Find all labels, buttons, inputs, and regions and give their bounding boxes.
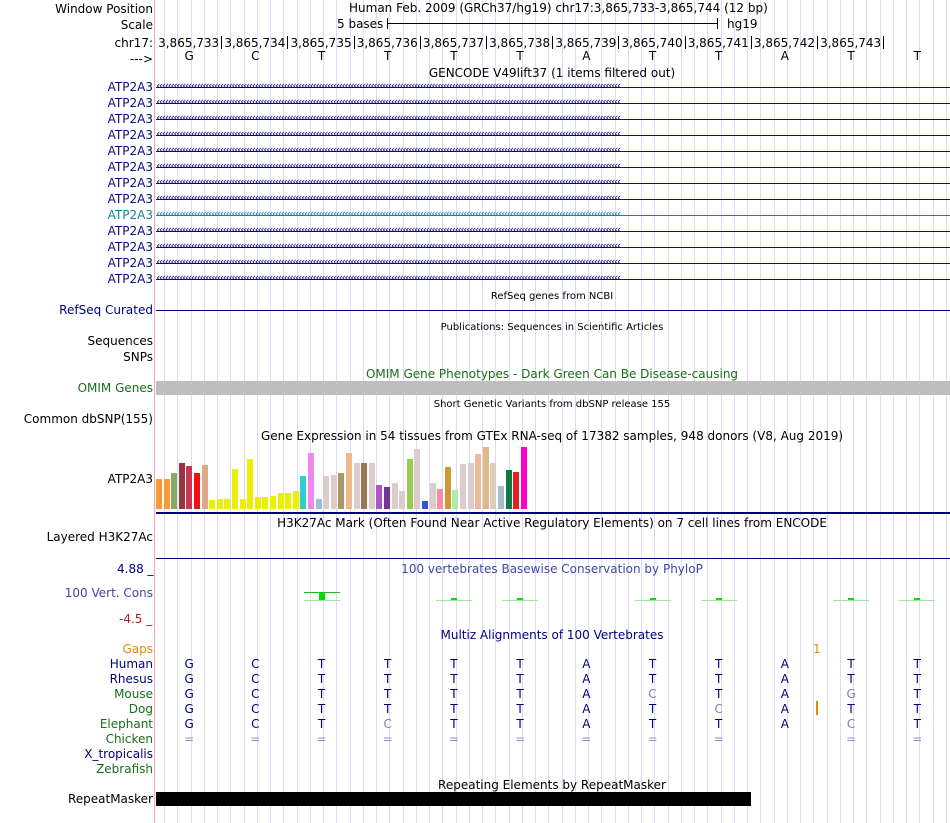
- chrom-label: chr17:: [114, 36, 153, 50]
- gtex-tissue-bar[interactable]: [498, 486, 504, 509]
- repeatmasker-feature[interactable]: [156, 792, 751, 806]
- gencode-transcript-label[interactable]: ATP2A3: [107, 224, 153, 238]
- gencode-transcript-label[interactable]: ATP2A3: [107, 192, 153, 206]
- phylop-baseline: [502, 600, 538, 601]
- alignment-base: T: [715, 672, 723, 686]
- alignment-base: =: [316, 732, 327, 746]
- alignment-base: T: [847, 672, 855, 686]
- alignment-base: T: [648, 702, 657, 716]
- gtex-tissue-bar[interactable]: [376, 485, 382, 509]
- ruler-position-label: 3,865,743: [820, 36, 882, 50]
- phylop-baseline: [635, 600, 671, 601]
- refseq-track-title: RefSeq genes from NCBI: [490, 291, 614, 302]
- alignment-base: C: [714, 702, 723, 716]
- gtex-tissue-bar[interactable]: [521, 447, 527, 509]
- gencode-strand-arrows: ‹‹‹‹‹‹‹‹‹‹‹‹‹‹‹‹‹‹‹‹‹‹‹‹‹‹‹‹‹‹‹‹‹‹‹‹‹‹‹‹‹‹‹‹‹‹‹‹‹‹‹‹‹‹‹‹‹‹‹‹‹‹‹‹‹‹‹‹‹‹‹‹‹‹‹‹‹‹‹‹‹‹‹‹‹‹‹‹‹‹‹‹‹‹‹‹‹‹‹‹‹‹‹‹‹‹‹‹‹‹‹‹‹‹‹‹‹‹‹‹‹‹‹‹‹‹‹‹‹‹‹‹‹‹‹‹‹‹‹‹‹‹‹‹‹‹‹‹‹‹‹‹‹‹‹‹‹‹‹‹: [156, 239, 620, 252]
- species-label-human: Human: [109, 657, 153, 671]
- alignment-base: C: [648, 687, 657, 701]
- alignment-base: T: [516, 702, 524, 716]
- gtex-tissue-bar[interactable]: [407, 459, 413, 509]
- gtex-tissue-bar[interactable]: [164, 479, 170, 509]
- gtex-tissue-bar[interactable]: [323, 476, 329, 509]
- alignment-base: C: [846, 717, 856, 731]
- phylop-baseline: [436, 600, 472, 601]
- gtex-tissue-bar[interactable]: [156, 479, 162, 509]
- alignment-base: T: [913, 657, 921, 671]
- gtex-track-divider: [156, 512, 950, 514]
- gtex-tissue-bar[interactable]: [179, 463, 185, 509]
- reference-base: G: [184, 49, 194, 63]
- gtex-tissue-bar[interactable]: [490, 463, 496, 509]
- multiz-track-title: Multiz Alignments of 100 Vertebrates: [440, 628, 664, 642]
- gtex-tissue-bar[interactable]: [194, 473, 200, 509]
- gtex-tissue-bar[interactable]: [445, 467, 451, 509]
- alignment-base: T: [516, 657, 524, 671]
- gencode-transcript-label[interactable]: ATP2A3: [107, 144, 153, 158]
- gtex-tissue-bar[interactable]: [437, 489, 443, 509]
- alignment-base: T: [847, 657, 855, 671]
- strand-label: --->: [129, 52, 153, 66]
- alignment-base: A: [582, 657, 591, 671]
- phylop-score-bar[interactable]: [650, 598, 656, 600]
- gtex-tissue-bar[interactable]: [460, 464, 466, 509]
- alignment-base: T: [450, 657, 458, 671]
- gtex-tissue-bar[interactable]: [262, 497, 268, 509]
- reference-base: C: [251, 49, 260, 63]
- ruler-position-label: 3,865,740: [621, 36, 683, 50]
- ruler-tick: [883, 36, 884, 49]
- refseq-label[interactable]: RefSeq Curated: [59, 303, 153, 317]
- gtex-tissue-bar[interactable]: [202, 465, 208, 509]
- alignment-base: G: [184, 702, 194, 716]
- gtex-tissue-bar[interactable]: [506, 470, 512, 509]
- alignment-base: A: [780, 717, 789, 731]
- gencode-strand-arrows: ‹‹‹‹‹‹‹‹‹‹‹‹‹‹‹‹‹‹‹‹‹‹‹‹‹‹‹‹‹‹‹‹‹‹‹‹‹‹‹‹‹‹‹‹‹‹‹‹‹‹‹‹‹‹‹‹‹‹‹‹‹‹‹‹‹‹‹‹‹‹‹‹‹‹‹‹‹‹‹‹‹‹‹‹‹‹‹‹‹‹‹‹‹‹‹‹‹‹‹‹‹‹‹‹‹‹‹‹‹‹‹‹‹‹‹‹‹‹‹‹‹‹‹‹‹‹‹‹‹‹‹‹‹‹‹‹‹‹‹‹‹‹‹‹‹‹‹‹‹‹‹‹‹‹‹‹‹‹‹‹: [156, 255, 620, 268]
- alignment-base: T: [648, 657, 657, 671]
- gtex-tissue-bar[interactable]: [224, 499, 230, 509]
- alignment-base: T: [648, 672, 657, 686]
- alignment-base: T: [317, 687, 326, 701]
- alignment-base: T: [516, 717, 524, 731]
- gtex-tissue-bar[interactable]: [285, 493, 291, 509]
- ruler-position-label: 3,865,736: [356, 36, 418, 50]
- gencode-strand-arrows: ‹‹‹‹‹‹‹‹‹‹‹‹‹‹‹‹‹‹‹‹‹‹‹‹‹‹‹‹‹‹‹‹‹‹‹‹‹‹‹‹‹‹‹‹‹‹‹‹‹‹‹‹‹‹‹‹‹‹‹‹‹‹‹‹‹‹‹‹‹‹‹‹‹‹‹‹‹‹‹‹‹‹‹‹‹‹‹‹‹‹‹‹‹‹‹‹‹‹‹‹‹‹‹‹‹‹‹‹‹‹‹‹‹‹‹‹‹‹‹‹‹‹‹‹‹‹‹‹‹‹‹‹‹‹‹‹‹‹‹‹‹‹‹‹‹‹‹‹‹‹‹‹‹‹‹‹‹‹‹‹: [156, 223, 620, 236]
- gtex-tissue-bar[interactable]: [331, 475, 337, 509]
- alignment-base: T: [450, 717, 458, 731]
- species-label-elephant: Elephant: [99, 717, 153, 731]
- alignment-base: A: [780, 657, 789, 671]
- alignment-base: A: [582, 702, 591, 716]
- gtex-tissue-bar[interactable]: [346, 453, 352, 509]
- alignment-base: C: [251, 687, 260, 701]
- gencode-strand-arrows: ‹‹‹‹‹‹‹‹‹‹‹‹‹‹‹‹‹‹‹‹‹‹‹‹‹‹‹‹‹‹‹‹‹‹‹‹‹‹‹‹‹‹‹‹‹‹‹‹‹‹‹‹‹‹‹‹‹‹‹‹‹‹‹‹‹‹‹‹‹‹‹‹‹‹‹‹‹‹‹‹‹‹‹‹‹‹‹‹‹‹‹‹‹‹‹‹‹‹‹‹‹‹‹‹‹‹‹‹‹‹‹‹‹‹‹‹‹‹‹‹‹‹‹‹‹‹‹‹‹‹‹‹‹‹‹‹‹‹‹‹‹‹‹‹‹‹‹‹‹‹‹‹‹‹‹‹‹‹‹‹: [156, 207, 620, 220]
- species-label-rhesus: Rhesus: [109, 672, 153, 686]
- reference-base: T: [648, 49, 657, 63]
- omim-label[interactable]: OMIM Genes: [77, 381, 153, 395]
- alignment-base: =: [515, 732, 526, 746]
- reference-sequence: [0, 49, 950, 63]
- alignment-base: T: [450, 702, 458, 716]
- sequences-label[interactable]: Sequences: [87, 334, 153, 348]
- phylop-label[interactable]: 100 Vert. Cons: [64, 586, 153, 600]
- gtex-tissue-bar[interactable]: [361, 463, 367, 509]
- alignment-base: G: [184, 717, 194, 731]
- gtex-tissue-bar[interactable]: [468, 463, 474, 509]
- alignment-base: G: [184, 672, 194, 686]
- gencode-strand-arrows: ‹‹‹‹‹‹‹‹‹‹‹‹‹‹‹‹‹‹‹‹‹‹‹‹‹‹‹‹‹‹‹‹‹‹‹‹‹‹‹‹‹‹‹‹‹‹‹‹‹‹‹‹‹‹‹‹‹‹‹‹‹‹‹‹‹‹‹‹‹‹‹‹‹‹‹‹‹‹‹‹‹‹‹‹‹‹‹‹‹‹‹‹‹‹‹‹‹‹‹‹‹‹‹‹‹‹‹‹‹‹‹‹‹‹‹‹‹‹‹‹‹‹‹‹‹‹‹‹‹‹‹‹‹‹‹‹‹‹‹‹‹‹‹‹‹‹‹‹‹‹‹‹‹‹‹‹‹‹‹‹: [156, 95, 620, 108]
- alignment-base: G: [184, 687, 194, 701]
- gencode-strand-arrows: ‹‹‹‹‹‹‹‹‹‹‹‹‹‹‹‹‹‹‹‹‹‹‹‹‹‹‹‹‹‹‹‹‹‹‹‹‹‹‹‹‹‹‹‹‹‹‹‹‹‹‹‹‹‹‹‹‹‹‹‹‹‹‹‹‹‹‹‹‹‹‹‹‹‹‹‹‹‹‹‹‹‹‹‹‹‹‹‹‹‹‹‹‹‹‹‹‹‹‹‹‹‹‹‹‹‹‹‹‹‹‹‹‹‹‹‹‹‹‹‹‹‹‹‹‹‹‹‹‹‹‹‹‹‹‹‹‹‹‹‹‹‹‹‹‹‹‹‹‹‹‹‹‹‹‹‹‹‹‹‹: [156, 127, 620, 140]
- gtex-tissue-bar[interactable]: [209, 500, 215, 509]
- gencode-transcript-label[interactable]: ATP2A3: [107, 160, 153, 174]
- gtex-tissue-bar[interactable]: [414, 449, 420, 509]
- gencode-transcript-label[interactable]: ATP2A3: [107, 112, 153, 126]
- repeatmasker-track-title: Repeating Elements by RepeatMasker: [438, 778, 666, 792]
- scale-bar-left-tick: [387, 18, 388, 29]
- phylop-score-bar[interactable]: [914, 598, 920, 600]
- snps-label[interactable]: SNPs: [123, 350, 153, 364]
- alignment-base: A: [780, 702, 789, 716]
- gencode-track-title: GENCODE V49lift37 (1 items filtered out): [428, 66, 676, 80]
- alignment-base: T: [913, 687, 921, 701]
- gtex-tissue-bar[interactable]: [232, 469, 238, 509]
- gtex-tissue-bar[interactable]: [338, 473, 344, 509]
- gtex-tissue-bar[interactable]: [278, 493, 284, 509]
- phylop-score-bar[interactable]: [517, 598, 523, 600]
- gencode-transcript-label[interactable]: ATP2A3: [107, 80, 153, 94]
- alignment-base: =: [184, 732, 195, 746]
- phylop-score-bar[interactable]: [716, 598, 722, 600]
- gtex-tissue-bar[interactable]: [217, 499, 223, 509]
- alignment-base: =: [912, 732, 923, 746]
- alignment-base: G: [184, 657, 194, 671]
- gencode-strand-arrows: ‹‹‹‹‹‹‹‹‹‹‹‹‹‹‹‹‹‹‹‹‹‹‹‹‹‹‹‹‹‹‹‹‹‹‹‹‹‹‹‹‹‹‹‹‹‹‹‹‹‹‹‹‹‹‹‹‹‹‹‹‹‹‹‹‹‹‹‹‹‹‹‹‹‹‹‹‹‹‹‹‹‹‹‹‹‹‹‹‹‹‹‹‹‹‹‹‹‹‹‹‹‹‹‹‹‹‹‹‹‹‹‹‹‹‹‹‹‹‹‹‹‹‹‹‹‹‹‹‹‹‹‹‹‹‹‹‹‹‹‹‹‹‹‹‹‹‹‹‹‹‹‹‹‹‹‹‹‹‹‹: [156, 79, 620, 92]
- alignment-base: =: [713, 732, 724, 746]
- alignment-base: T: [384, 687, 392, 701]
- scale-value: 5 bases: [337, 17, 384, 31]
- gtex-tissue-bar[interactable]: [255, 497, 261, 509]
- alignment-base: T: [516, 672, 524, 686]
- reference-base: T: [384, 49, 392, 63]
- refseq-line[interactable]: [156, 310, 950, 311]
- ruler-position-label: 3,865,735: [290, 36, 352, 50]
- alignment-base: T: [384, 672, 392, 686]
- gencode-transcript-label[interactable]: ATP2A3: [107, 208, 153, 222]
- reference-base: A: [780, 49, 789, 63]
- h3k27ac-label[interactable]: Layered H3K27Ac: [46, 530, 153, 544]
- gtex-tissue-bar[interactable]: [354, 463, 360, 509]
- phylop-track-title: 100 vertebrates Basewise Conservation by PhyloP: [401, 562, 703, 576]
- alignment-base: T: [913, 717, 921, 731]
- reference-base: T: [715, 49, 723, 63]
- gencode-strand-arrows: ‹‹‹‹‹‹‹‹‹‹‹‹‹‹‹‹‹‹‹‹‹‹‹‹‹‹‹‹‹‹‹‹‹‹‹‹‹‹‹‹‹‹‹‹‹‹‹‹‹‹‹‹‹‹‹‹‹‹‹‹‹‹‹‹‹‹‹‹‹‹‹‹‹‹‹‹‹‹‹‹‹‹‹‹‹‹‹‹‹‹‹‹‹‹‹‹‹‹‹‹‹‹‹‹‹‹‹‹‹‹‹‹‹‹‹‹‹‹‹‹‹‹‹‹‹‹‹‹‹‹‹‹‹‹‹‹‹‹‹‹‹‹‹‹‹‹‹‹‹‹‹‹‹‹‹‹‹‹‹‹: [156, 143, 620, 156]
- species-label-zebrafish: Zebrafish: [96, 762, 153, 776]
- alignment-base: T: [450, 687, 458, 701]
- gtex-track-title: Gene Expression in 54 tissues from GTEx RNA-seq of 17382 samples, 948 donors (V8, Aug 2019): [260, 429, 844, 443]
- alignment-base: A: [780, 687, 789, 701]
- phylop-score-bar[interactable]: [451, 598, 457, 600]
- gencode-strand-arrows: ‹‹‹‹‹‹‹‹‹‹‹‹‹‹‹‹‹‹‹‹‹‹‹‹‹‹‹‹‹‹‹‹‹‹‹‹‹‹‹‹‹‹‹‹‹‹‹‹‹‹‹‹‹‹‹‹‹‹‹‹‹‹‹‹‹‹‹‹‹‹‹‹‹‹‹‹‹‹‹‹‹‹‹‹‹‹‹‹‹‹‹‹‹‹‹‹‹‹‹‹‹‹‹‹‹‹‹‹‹‹‹‹‹‹‹‹‹‹‹‹‹‹‹‹‹‹‹‹‹‹‹‹‹‹‹‹‹‹‹‹‹‹‹‹‹‹‹‹‹‹‹‹‹‹‹‹‹‹‹‹: [156, 159, 620, 172]
- alignment-base: C: [251, 717, 260, 731]
- reference-base: T: [450, 49, 458, 63]
- gtex-tissue-bar[interactable]: [369, 463, 375, 509]
- alignment-base: C: [383, 717, 392, 731]
- gencode-transcript-label[interactable]: ATP2A3: [107, 128, 153, 142]
- gtex-tissue-bar[interactable]: [475, 454, 481, 509]
- alignment-base: C: [251, 672, 260, 686]
- repeatmasker-label[interactable]: RepeatMasker: [67, 792, 153, 806]
- reference-base: T: [317, 49, 326, 63]
- ruler-position-label: 3,865,742: [753, 36, 815, 50]
- alignment-base: T: [715, 687, 723, 701]
- gaps-label: Gaps: [122, 642, 153, 656]
- gtex-tissue-bar[interactable]: [240, 499, 246, 509]
- gtex-label[interactable]: ATP2A3: [107, 472, 153, 486]
- gtex-tissue-bar[interactable]: [300, 476, 306, 509]
- alignment-base: T: [516, 687, 524, 701]
- reference-base: A: [582, 49, 591, 63]
- alignment-base: T: [847, 702, 855, 716]
- alignment-base: T: [384, 702, 392, 716]
- gtex-tissue-bar[interactable]: [384, 487, 390, 509]
- alignment-base: T: [450, 672, 458, 686]
- alignment-base: T: [648, 717, 657, 731]
- assembly-label: hg19: [727, 17, 758, 31]
- dog-insertion-mark: [816, 701, 818, 715]
- gtex-tissue-bar[interactable]: [270, 496, 276, 509]
- gtex-tissue-bar[interactable]: [399, 491, 405, 509]
- alignment-base: T: [317, 717, 326, 731]
- publications-track-title: Publications: Sequences in Scientific Articles: [440, 322, 664, 333]
- reference-base: T: [516, 49, 524, 63]
- alignment-base: T: [317, 702, 326, 716]
- alignment-base: C: [251, 657, 260, 671]
- gtex-tissue-bar[interactable]: [247, 459, 253, 509]
- ruler-position-label: 3,865,738: [489, 36, 551, 50]
- alignment-base: =: [581, 732, 592, 746]
- gencode-strand-arrows: ‹‹‹‹‹‹‹‹‹‹‹‹‹‹‹‹‹‹‹‹‹‹‹‹‹‹‹‹‹‹‹‹‹‹‹‹‹‹‹‹‹‹‹‹‹‹‹‹‹‹‹‹‹‹‹‹‹‹‹‹‹‹‹‹‹‹‹‹‹‹‹‹‹‹‹‹‹‹‹‹‹‹‹‹‹‹‹‹‹‹‹‹‹‹‹‹‹‹‹‹‹‹‹‹‹‹‹‹‹‹‹‹‹‹‹‹‹‹‹‹‹‹‹‹‹‹‹‹‹‹‹‹‹‹‹‹‹‹‹‹‹‹‹‹‹‹‹‹‹‹‹‹‹‹‹‹‹‹‹‹: [156, 111, 620, 124]
- gencode-transcript-label[interactable]: ATP2A3: [107, 176, 153, 190]
- alignment-base: T: [715, 657, 723, 671]
- gencode-transcript-label[interactable]: ATP2A3: [107, 240, 153, 254]
- gencode-strand-arrows: ‹‹‹‹‹‹‹‹‹‹‹‹‹‹‹‹‹‹‹‹‹‹‹‹‹‹‹‹‹‹‹‹‹‹‹‹‹‹‹‹‹‹‹‹‹‹‹‹‹‹‹‹‹‹‹‹‹‹‹‹‹‹‹‹‹‹‹‹‹‹‹‹‹‹‹‹‹‹‹‹‹‹‹‹‹‹‹‹‹‹‹‹‹‹‹‹‹‹‹‹‹‹‹‹‹‹‹‹‹‹‹‹‹‹‹‹‹‹‹‹‹‹‹‹‹‹‹‹‹‹‹‹‹‹‹‹‹‹‹‹‹‹‹‹‹‹‹‹‹‹‹‹‹‹‹‹‹‹‹‹: [156, 175, 620, 188]
- scale-bar-right-tick: [717, 18, 718, 29]
- phylop-min-label: -4.5 _: [119, 612, 153, 626]
- alignment-base: A: [582, 672, 591, 686]
- gencode-transcript-label[interactable]: ATP2A3: [107, 256, 153, 270]
- h3k27ac-divider: [156, 558, 950, 559]
- ruler-position-label: 3,865,741: [687, 36, 749, 50]
- alignment-base: A: [582, 717, 591, 731]
- gap-mark: 1: [813, 642, 821, 656]
- dbsnp-label[interactable]: Common dbSNP(155): [23, 412, 153, 426]
- ruler-position-label: 3,865,733: [158, 36, 220, 50]
- alignment-base: =: [448, 732, 459, 746]
- gtex-tissue-bar[interactable]: [293, 491, 299, 509]
- alignment-base: C: [251, 702, 260, 716]
- gtex-tissue-bar[interactable]: [308, 453, 314, 509]
- phylop-score-bar[interactable]: [319, 593, 325, 600]
- phylop-baseline: [304, 600, 340, 601]
- alignment-base: T: [384, 657, 392, 671]
- reference-base: T: [847, 49, 855, 63]
- gtex-tissue-bar[interactable]: [186, 466, 192, 509]
- h3k27ac-track-title: H3K27Ac Mark (Often Found Near Active Regulatory Elements) on 7 cell lines from ENCODE: [277, 516, 827, 530]
- alignment-base: G: [846, 687, 856, 701]
- gtex-tissue-bar[interactable]: [422, 501, 428, 509]
- gencode-transcript-label[interactable]: ATP2A3: [107, 272, 153, 286]
- alignment-base: T: [715, 717, 723, 731]
- alignment-base: T: [913, 702, 921, 716]
- alignment-base: A: [582, 687, 591, 701]
- alignment-base: T: [913, 672, 921, 686]
- window-position-label: Window Position: [55, 2, 153, 16]
- species-label-dog: Dog: [128, 702, 153, 716]
- gtex-tissue-bar[interactable]: [392, 483, 398, 509]
- alignment-base: T: [317, 672, 326, 686]
- species-label-chicken: Chicken: [105, 732, 153, 746]
- gencode-strand-arrows: ‹‹‹‹‹‹‹‹‹‹‹‹‹‹‹‹‹‹‹‹‹‹‹‹‹‹‹‹‹‹‹‹‹‹‹‹‹‹‹‹‹‹‹‹‹‹‹‹‹‹‹‹‹‹‹‹‹‹‹‹‹‹‹‹‹‹‹‹‹‹‹‹‹‹‹‹‹‹‹‹‹‹‹‹‹‹‹‹‹‹‹‹‹‹‹‹‹‹‹‹‹‹‹‹‹‹‹‹‹‹‹‹‹‹‹‹‹‹‹‹‹‹‹‹‹‹‹‹‹‹‹‹‹‹‹‹‹‹‹‹‹‹‹‹‹‹‹‹‹‹‹‹‹‹‹‹‹‹‹‹: [156, 271, 620, 284]
- phylop-baseline: [833, 600, 869, 601]
- phylop-score-bar[interactable]: [848, 598, 854, 600]
- ruler-position-label: 3,865,737: [422, 36, 484, 50]
- window-position-value[interactable]: Human Feb. 2009 (GRCh37/hg19) chr17:3,865,733-3,865,744 (12 bp): [349, 1, 768, 15]
- gtex-tissue-bar[interactable]: [483, 447, 489, 509]
- gtex-tissue-bar[interactable]: [513, 472, 519, 509]
- alignment-base: =: [846, 732, 857, 746]
- scale-label: Scale: [120, 18, 153, 32]
- gtex-tissue-bar[interactable]: [171, 473, 177, 509]
- phylop-max-label: 4.88 _: [117, 562, 154, 576]
- alignment-base: T: [317, 657, 326, 671]
- ruler-position-label: 3,865,734: [224, 36, 286, 50]
- phylop-baseline: [899, 600, 935, 601]
- phylop-baseline: [701, 600, 737, 601]
- gtex-tissue-bar[interactable]: [452, 490, 458, 509]
- scale-bar: [387, 23, 718, 24]
- gtex-tissue-bar[interactable]: [430, 483, 436, 509]
- label-column-border: [154, 0, 155, 823]
- alignment-base: =: [250, 732, 261, 746]
- omim-feature-bar[interactable]: [156, 381, 950, 395]
- dbsnp-track-title: Short Genetic Variants from dbSNP release 155: [433, 399, 671, 410]
- alignment-base: =: [647, 732, 658, 746]
- species-label-mouse: Mouse: [114, 687, 153, 701]
- gencode-strand-arrows: ‹‹‹‹‹‹‹‹‹‹‹‹‹‹‹‹‹‹‹‹‹‹‹‹‹‹‹‹‹‹‹‹‹‹‹‹‹‹‹‹‹‹‹‹‹‹‹‹‹‹‹‹‹‹‹‹‹‹‹‹‹‹‹‹‹‹‹‹‹‹‹‹‹‹‹‹‹‹‹‹‹‹‹‹‹‹‹‹‹‹‹‹‹‹‹‹‹‹‹‹‹‹‹‹‹‹‹‹‹‹‹‹‹‹‹‹‹‹‹‹‹‹‹‹‹‹‹‹‹‹‹‹‹‹‹‹‹‹‹‹‹‹‹‹‹‹‹‹‹‹‹‹‹‹‹‹‹‹‹‹: [156, 191, 620, 204]
- reference-base: T: [913, 49, 921, 63]
- species-label-x_tropicalis: X_tropicalis: [84, 747, 153, 761]
- gencode-transcript-label[interactable]: ATP2A3: [107, 96, 153, 110]
- omim-track-title: OMIM Gene Phenotypes - Dark Green Can Be Disease-causing: [365, 367, 739, 381]
- gtex-tissue-bar[interactable]: [316, 499, 322, 509]
- alignment-base: A: [780, 672, 789, 686]
- ruler-position-label: 3,865,739: [555, 36, 617, 50]
- alignment-base: =: [382, 732, 393, 746]
